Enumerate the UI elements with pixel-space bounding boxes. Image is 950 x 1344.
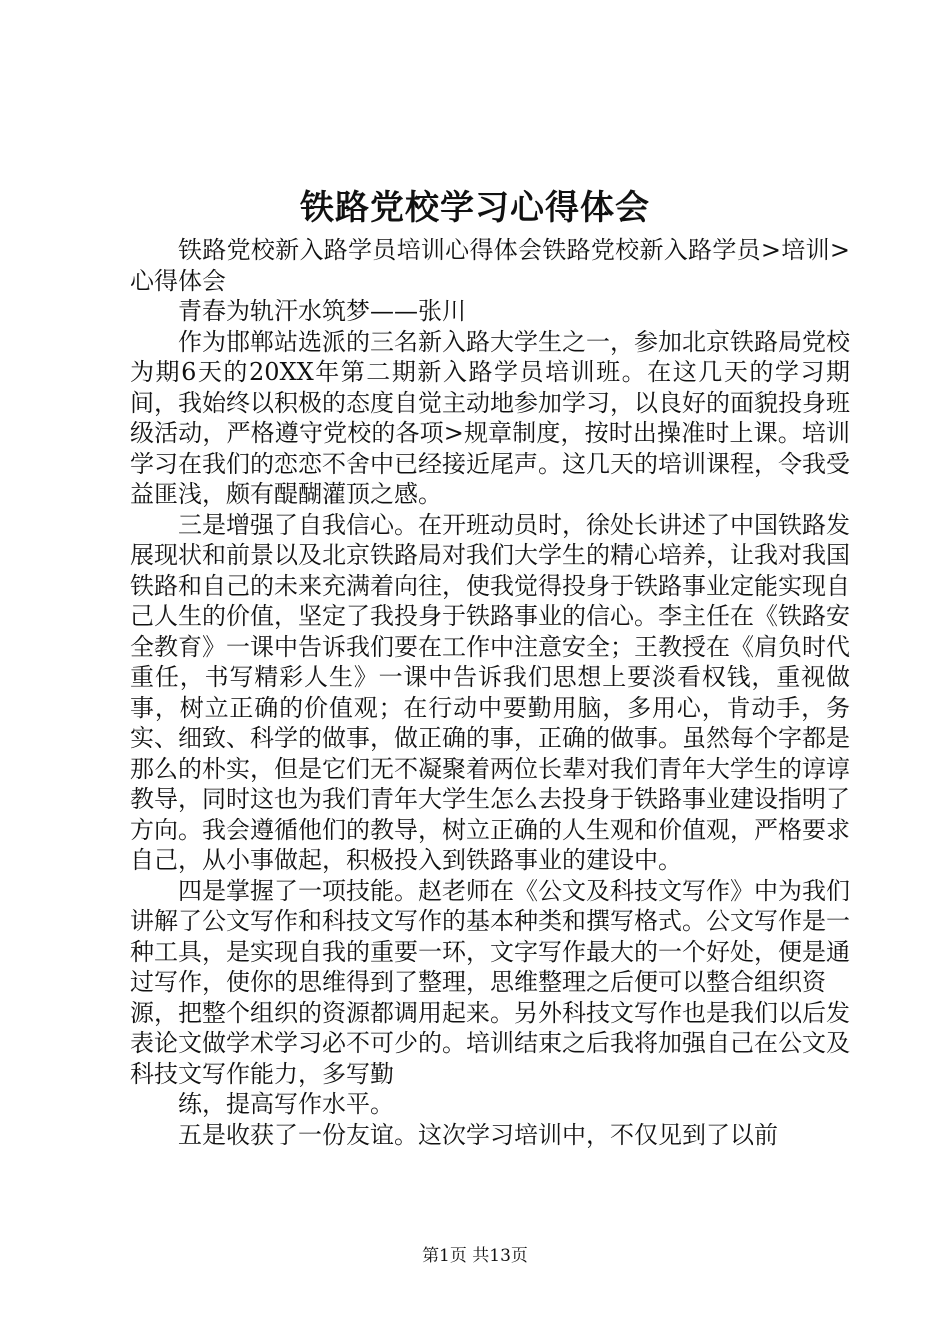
paragraph-subtitle: 青春为轨汗水筑梦——张川 (178, 297, 466, 325)
paragraph-confidence: 三是增强了自我信心。在开班动员时，徐处长讲述了中国铁路发展现状和前景以及北京铁路局对我们大学生的精心培养，让我对我国铁路和自己的未来充满着向往，使我觉得投身于铁路事业定能实现自己人生的价值，坚定了我投身于铁路事业的信心。李主任在《铁路安全教育》一课中告诉我们要在工作中注意安全；王教授在《肩负时代重任，书写精彩人生》一课中告诉我们思想上要淡看权钱，重视做事，树立正确的价值观；在行动中要勤用脑，多用心，肯动手，务实、细致、科学的做事，做正确的事，正确的做事。虽然每个字都是那么的朴实，但是它们无不凝聚着两位长辈对我们青年大学生的谆谆教导，同时这也为我们青年大学生怎么去投身于铁路事业建设指明了方向。我会遵循他们的教导，树立正确的人生观和价值观，严格要求自己，从小事做起，积极投入到铁路事业的建设中。 (130, 510, 850, 874)
document-title: 铁路党校学习心得体会 (300, 188, 650, 228)
paragraph-opening: 作为邯郸站选派的三名新入路大学生之一，参加北京铁路局党校为期6天的20XX年第二期新入路学员培训班。在这几天的学习期间，我始终以积极的态度自觉主动地参加学习，以良好的面貌投身班级活动，严格遵守党校的各项>规章制度，按时出操准时上课。培训学习在我们的恋恋不舍中已经接近尾声。这几天的培训课程，令我受益匪浅，颇有醍醐灌顶之感。 (130, 327, 850, 508)
paragraph-skill-continued: 练，提高写作水平。 (178, 1090, 394, 1118)
document-body (130, 235, 850, 1150)
paragraph-friendship: 五是收获了一份友谊。这次学习培训中，不仅见到了以前 (178, 1120, 778, 1149)
paragraph-intro: 铁路党校新入路学员培训心得体会铁路党校新入路学员>培训>心得体会 (130, 236, 850, 295)
paragraph-skill: 四是掌握了一项技能。赵老师在《公文及科技文写作》中为我们讲解了公文写作和科技文写作的基本种类和撰写格式。公文写作是一种工具，是实现自我的重要一环，文字写作最大的一个好处，便是通过写作，使你的思维得到了整理，思维整理之后便可以整合组织资源，把整个组织的资源都调用起来。另外科技文写作也是我们以后发表论文做学术学习必不可少的。培训结束之后我将加强自己在公文及科技文写作能力，多写勤 (130, 876, 850, 1088)
page-footer: 第1页 共13页 (422, 1246, 528, 1266)
